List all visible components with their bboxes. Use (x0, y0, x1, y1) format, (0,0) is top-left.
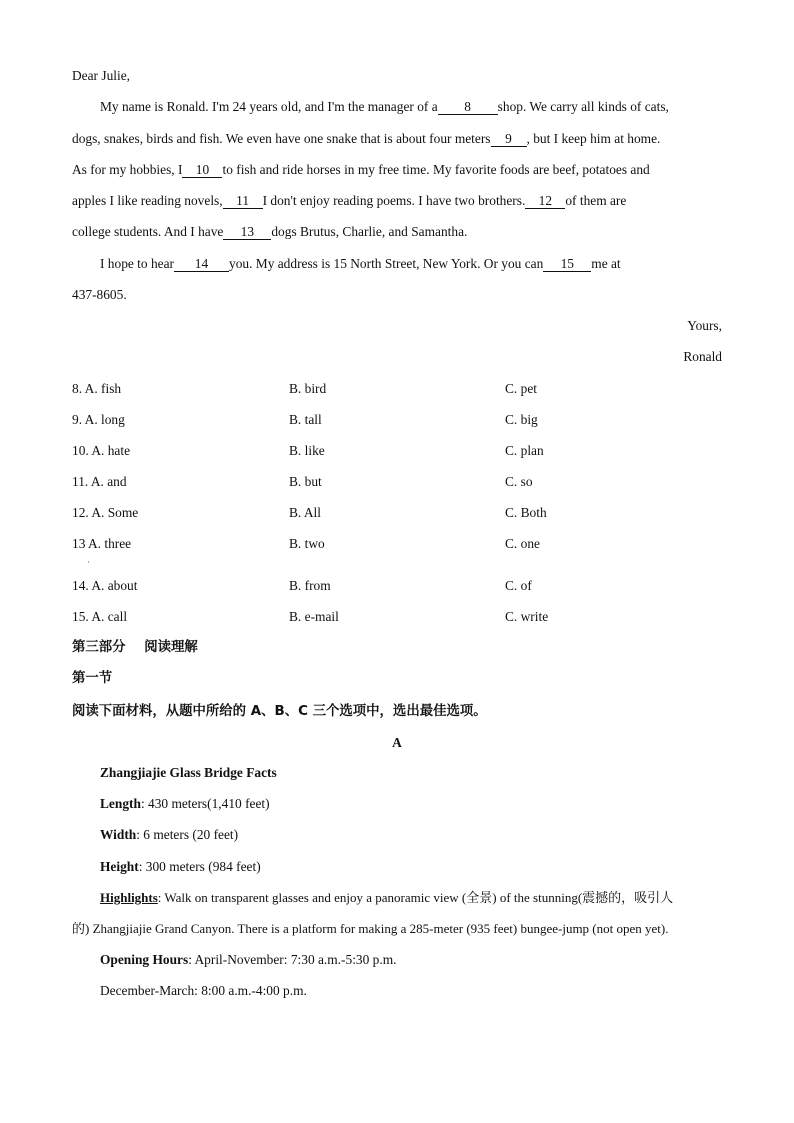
q14-option-a[interactable]: 14. A. about (72, 578, 138, 593)
q8-option-b[interactable]: B. bird (289, 381, 327, 396)
stray-dot-mark: · (87, 558, 90, 567)
q15-option-b[interactable]: B. e-mail (289, 609, 339, 624)
q10-option-b[interactable]: B. like (289, 443, 325, 458)
highlights-label: Highlights (100, 890, 158, 905)
q12-option-b[interactable]: B. All (289, 505, 321, 520)
facts-width: Width: 6 meters (20 feet) (100, 827, 239, 842)
facts-height: Height: 300 meters (984 feet) (100, 859, 261, 874)
blank-12[interactable]: 12 (525, 193, 565, 209)
subsection-heading: 第一节 (72, 671, 113, 686)
blank-10[interactable]: 10 (182, 162, 222, 178)
q11-option-b[interactable]: B. but (289, 474, 322, 489)
section-instruction: 阅读下面材料，从题中所给的 A、B、C 三个选项中，选出最佳选项。 (72, 704, 487, 719)
length-label: Length (100, 796, 141, 811)
blank-8[interactable]: 8 (438, 99, 498, 115)
q13-option-a[interactable]: 13 A. three (72, 536, 132, 551)
letter-line-6: I hope to hear 14 you. My address is 15 North Street, New York. Or you can 15 me at (100, 256, 621, 271)
letter-line-1: My name is Ronald. I'm 24 years old, and I'm the manager of a 8 shop. We carry all kinds of cats, (100, 99, 669, 114)
q14-option-c[interactable]: C. of (505, 578, 532, 593)
q10-option-c[interactable]: C. plan (505, 443, 544, 458)
q12-option-c[interactable]: C. Both (505, 505, 547, 520)
letter-line-3: As for my hobbies, I 10 to fish and ride horses in my free time. My favorite foods are beef, potatoes and (72, 162, 650, 177)
q9-option-b[interactable]: B. tall (289, 412, 322, 427)
facts-title: Zhangjiajie Glass Bridge Facts (100, 765, 277, 780)
q10-option-a[interactable]: 10. A. hate (72, 443, 131, 458)
q15-option-a[interactable]: 15. A. call (72, 609, 128, 624)
q9-option-a[interactable]: 9. A. long (72, 412, 125, 427)
blank-11[interactable]: 11 (223, 193, 263, 209)
facts-opening-hours: Opening Hours: April-November: 7:30 a.m.-5:30 p.m. (100, 952, 397, 967)
phone-number: 437-8605. (72, 287, 127, 302)
blank-15[interactable]: 15 (543, 256, 591, 272)
facts-highlights-line-2: 的) Zhangjiajie Grand Canyon. There is a platform for making a 285-meter (935 feet) bungee-jump (not open yet). (72, 921, 669, 936)
q9-option-c[interactable]: C. big (505, 412, 538, 427)
facts-length: Length: 430 meters(1,410 feet) (100, 796, 270, 811)
facts-highlights-line-1: Highlights: Walk on transparent glasses and enjoy a panoramic view (全景) of the stunning(震撼的，吸引人 (100, 890, 674, 905)
letter-signature: Ronald (683, 349, 722, 364)
facts-opening-hours-winter: December-March: 8:00 a.m.-4:00 p.m. (100, 983, 307, 998)
q8-option-a[interactable]: 8. A. fish (72, 381, 122, 396)
blank-9[interactable]: 9 (491, 131, 527, 147)
blank-13[interactable]: 13 (223, 224, 271, 240)
q13-option-c[interactable]: C. one (505, 536, 540, 551)
q11-option-a[interactable]: 11. A. and (72, 474, 127, 489)
letter-line-5: college students. And I have 13 dogs Brutus, Charlie, and Samantha. (72, 224, 468, 239)
q15-option-c[interactable]: C. write (505, 609, 549, 624)
letter-closing: Yours, (687, 318, 722, 333)
q8-option-c[interactable]: C. pet (505, 381, 537, 396)
letter-greeting: Dear Julie, (72, 68, 131, 83)
opening-hours-label: Opening Hours (100, 952, 189, 967)
width-label: Width (100, 827, 137, 842)
letter-line-2: dogs, snakes, birds and fish. We even have one snake that is about four meters 9 , but I keep him at home. (72, 131, 661, 146)
q11-option-c[interactable]: C. so (505, 474, 533, 489)
passage-letter: A (392, 735, 402, 750)
q12-option-a[interactable]: 12. A. Some (72, 505, 139, 520)
section-part-heading: 第三部分 阅读理解 (72, 640, 198, 655)
letter-line-4: apples I like reading novels, 11 I don't enjoy reading poems. I have two brothers. 12 of them are (72, 193, 627, 208)
q13-option-b[interactable]: B. two (289, 536, 325, 551)
q14-option-b[interactable]: B. from (289, 578, 331, 593)
blank-14[interactable]: 14 (174, 256, 229, 272)
height-label: Height (100, 859, 139, 874)
